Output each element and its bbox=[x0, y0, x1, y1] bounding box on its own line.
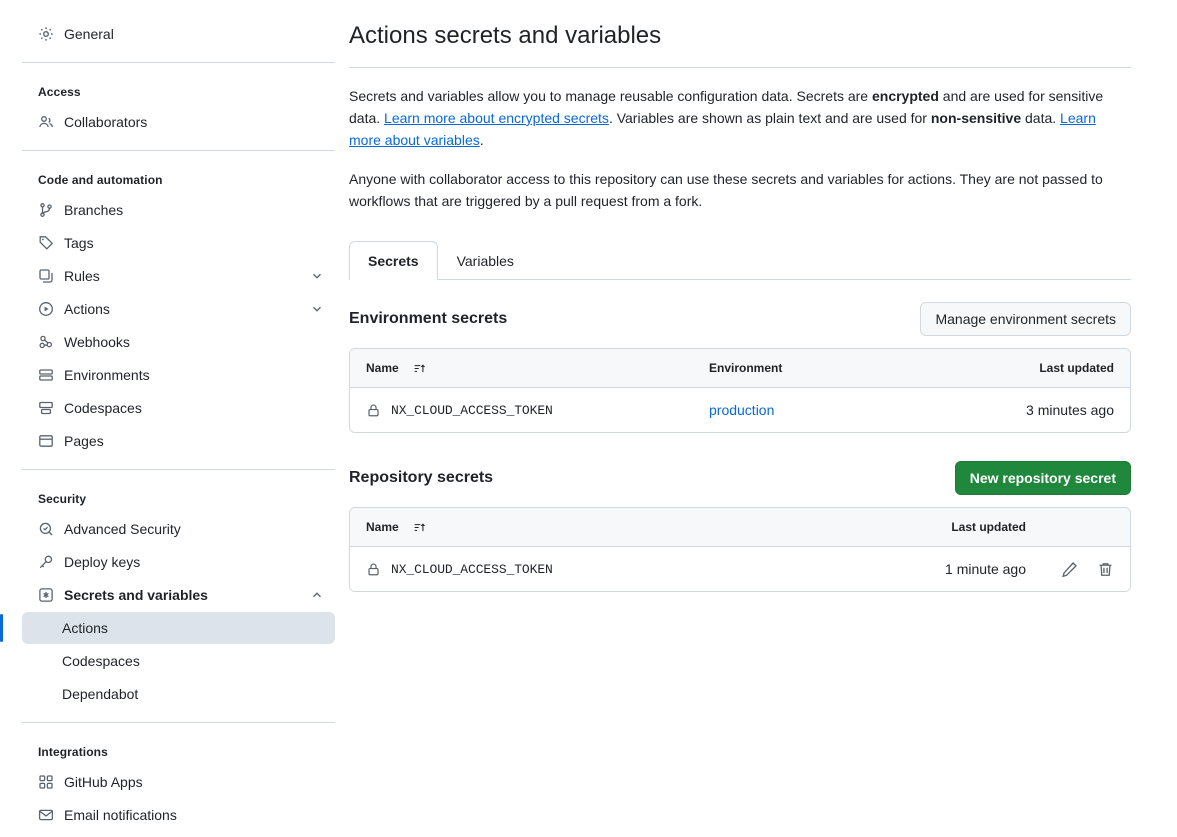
table-row bbox=[350, 547, 1130, 591]
sidebar-divider bbox=[22, 62, 335, 63]
repository-secrets-table bbox=[349, 507, 1131, 592]
sidebar-item-label: Secrets and variables bbox=[64, 587, 208, 603]
intro-paragraph-2: Anyone with collaborator access to this repository can use these secrets and variables for actions. They are not passed to workflows that are triggered by a pull request from a fork. bbox=[349, 171, 1103, 209]
sidebar-item-label: Actions bbox=[64, 301, 110, 317]
sidebar-item-rules[interactable] bbox=[22, 260, 335, 292]
sidebar-item-secrets-actions[interactable] bbox=[22, 612, 335, 644]
tab-secrets[interactable]: Secrets bbox=[349, 241, 438, 281]
sidebar-item-secrets-codespaces[interactable] bbox=[22, 645, 335, 677]
gear-icon bbox=[38, 26, 54, 42]
key-icon bbox=[38, 554, 54, 570]
intro-paragraph-1 bbox=[349, 86, 1121, 151]
table-row bbox=[350, 388, 1130, 432]
main-content bbox=[349, 0, 1177, 837]
table-header-row bbox=[350, 508, 1130, 547]
manage-environment-secrets-button[interactable]: Manage environment secrets bbox=[920, 302, 1131, 336]
lock-icon bbox=[366, 562, 381, 577]
column-header-name[interactable] bbox=[366, 361, 709, 375]
sidebar-item-general[interactable] bbox=[22, 18, 335, 50]
last-updated-cell: 3 minutes ago bbox=[1026, 402, 1114, 419]
settings-sidebar bbox=[0, 0, 349, 837]
intro-text-d: . Variables are shown as plain text and are used for bbox=[608, 109, 931, 126]
column-header-name-label: Name bbox=[366, 361, 399, 376]
sidebar-item-label: Codespaces bbox=[62, 653, 140, 669]
sidebar-item-label: Advanced Security bbox=[64, 521, 181, 537]
sidebar-item-label: Deploy keys bbox=[64, 554, 141, 570]
column-header-name-label: Name bbox=[366, 520, 399, 535]
intro-text-f: data. bbox=[1021, 109, 1061, 126]
sidebar-item-email-notifications[interactable] bbox=[22, 799, 335, 831]
sidebar-divider bbox=[22, 150, 335, 151]
sidebar-group-security bbox=[22, 482, 349, 710]
column-header-last-updated: Last updated bbox=[1039, 361, 1114, 376]
sidebar-item-collaborators[interactable] bbox=[22, 106, 335, 138]
repository-secrets-header bbox=[349, 461, 1131, 495]
sidebar-item-label: Email notifications bbox=[64, 807, 177, 823]
secret-name-cell bbox=[366, 403, 709, 418]
row-actions bbox=[1026, 560, 1114, 578]
tab-variables[interactable]: Variables bbox=[456, 252, 514, 269]
webhook-icon bbox=[38, 334, 54, 350]
intro-text-c: and are used for sensitive data. bbox=[349, 88, 1104, 126]
sidebar-item-advanced-security[interactable] bbox=[22, 513, 335, 545]
sidebar-item-label: Tags bbox=[64, 235, 94, 251]
link-encrypted-secrets[interactable]: Learn more about encrypted secrets bbox=[384, 109, 609, 126]
sort-asc-icon[interactable] bbox=[413, 521, 426, 534]
shield-check-icon bbox=[38, 521, 54, 537]
sidebar-item-actions[interactable] bbox=[22, 293, 335, 325]
column-header-name[interactable] bbox=[366, 520, 871, 534]
sidebar-item-label: Actions bbox=[62, 620, 108, 636]
intro-text-a: Secrets and variables allow you to manage reusable configuration data. Secrets are bbox=[349, 88, 872, 105]
sidebar-item-codespaces[interactable] bbox=[22, 392, 335, 424]
sidebar-item-label: Webhooks bbox=[64, 334, 130, 350]
sidebar-group-top bbox=[22, 0, 349, 50]
environment-cell bbox=[709, 402, 959, 418]
link-variables[interactable]: Learn more about variables bbox=[349, 109, 1096, 148]
sidebar-item-secrets-and-variables[interactable] bbox=[22, 579, 335, 611]
sidebar-group-title: Integrations bbox=[38, 745, 108, 759]
column-header-last-updated: Last updated bbox=[951, 520, 1026, 535]
sidebar-item-label: GitHub Apps bbox=[64, 774, 143, 790]
sidebar-item-label: Environments bbox=[64, 367, 150, 383]
sidebar-item-pages[interactable] bbox=[22, 425, 335, 457]
page-title: Actions secrets and variables bbox=[349, 20, 1131, 68]
sidebar-item-label: Dependabot bbox=[62, 686, 139, 702]
environment-link[interactable]: production bbox=[709, 402, 775, 419]
new-repository-secret-button[interactable]: New repository secret bbox=[955, 461, 1131, 495]
sidebar-group-title: Security bbox=[38, 492, 87, 506]
column-header-environment: Environment bbox=[709, 361, 783, 376]
repository-secrets-title: Repository secrets bbox=[349, 469, 494, 487]
sidebar-group-code-automation bbox=[22, 163, 349, 457]
edit-pencil-icon[interactable] bbox=[1060, 560, 1078, 578]
mail-icon bbox=[38, 807, 54, 823]
sidebar-item-github-apps[interactable] bbox=[22, 766, 335, 798]
people-icon bbox=[38, 114, 54, 130]
sidebar-group-title: Access bbox=[38, 85, 81, 99]
sidebar-divider bbox=[22, 722, 335, 723]
sidebar-item-secrets-dependabot[interactable] bbox=[22, 678, 335, 710]
sidebar-group-integrations bbox=[22, 735, 349, 831]
sidebar-group-access bbox=[22, 75, 349, 138]
codespaces-icon bbox=[38, 400, 54, 416]
intro-text-nonsensitive: non-sensitive bbox=[930, 109, 1022, 126]
rules-icon bbox=[38, 268, 54, 284]
sidebar-item-branches[interactable] bbox=[22, 194, 335, 226]
intro-text-encrypted: encrypted bbox=[871, 88, 939, 105]
sidebar-item-environments[interactable] bbox=[22, 359, 335, 391]
sidebar-item-label: Pages bbox=[64, 433, 104, 449]
table-header-row bbox=[350, 349, 1130, 388]
sidebar-item-label: Codespaces bbox=[64, 400, 142, 416]
last-updated-cell: 1 minute ago bbox=[945, 561, 1026, 578]
browser-icon bbox=[38, 433, 54, 449]
server-icon bbox=[38, 367, 54, 383]
chevron-down-icon[interactable] bbox=[309, 301, 325, 317]
tab-bar bbox=[349, 241, 1131, 281]
play-icon bbox=[38, 301, 54, 317]
sort-asc-icon[interactable] bbox=[413, 362, 426, 375]
sidebar-item-label: General bbox=[64, 26, 114, 42]
secret-name-cell bbox=[366, 562, 871, 577]
environment-secrets-header bbox=[349, 302, 1131, 336]
sidebar-item-deploy-keys[interactable] bbox=[22, 546, 335, 578]
secret-name: NX_CLOUD_ACCESS_TOKEN bbox=[391, 402, 553, 418]
apps-icon bbox=[38, 774, 54, 790]
asterisk-key-icon bbox=[38, 587, 54, 603]
sidebar-divider bbox=[22, 469, 335, 470]
sidebar-group-title: Code and automation bbox=[38, 173, 163, 187]
sidebar-item-webhooks[interactable] bbox=[22, 326, 335, 358]
environment-secrets-title: Environment secrets bbox=[349, 310, 508, 328]
lock-icon bbox=[366, 403, 381, 418]
environment-secrets-table bbox=[349, 348, 1131, 433]
delete-trash-icon[interactable] bbox=[1096, 560, 1114, 578]
sidebar-item-tags[interactable] bbox=[22, 227, 335, 259]
chevron-up-icon[interactable] bbox=[309, 587, 325, 603]
intro-text-g: . bbox=[479, 131, 484, 148]
branch-icon bbox=[38, 202, 54, 218]
sidebar-item-label: Branches bbox=[64, 202, 124, 218]
sidebar-item-label: Rules bbox=[64, 268, 100, 284]
chevron-down-icon[interactable] bbox=[309, 268, 325, 284]
secret-name: NX_CLOUD_ACCESS_TOKEN bbox=[391, 561, 553, 577]
tag-icon bbox=[38, 235, 54, 251]
sidebar-item-label: Collaborators bbox=[64, 114, 148, 130]
